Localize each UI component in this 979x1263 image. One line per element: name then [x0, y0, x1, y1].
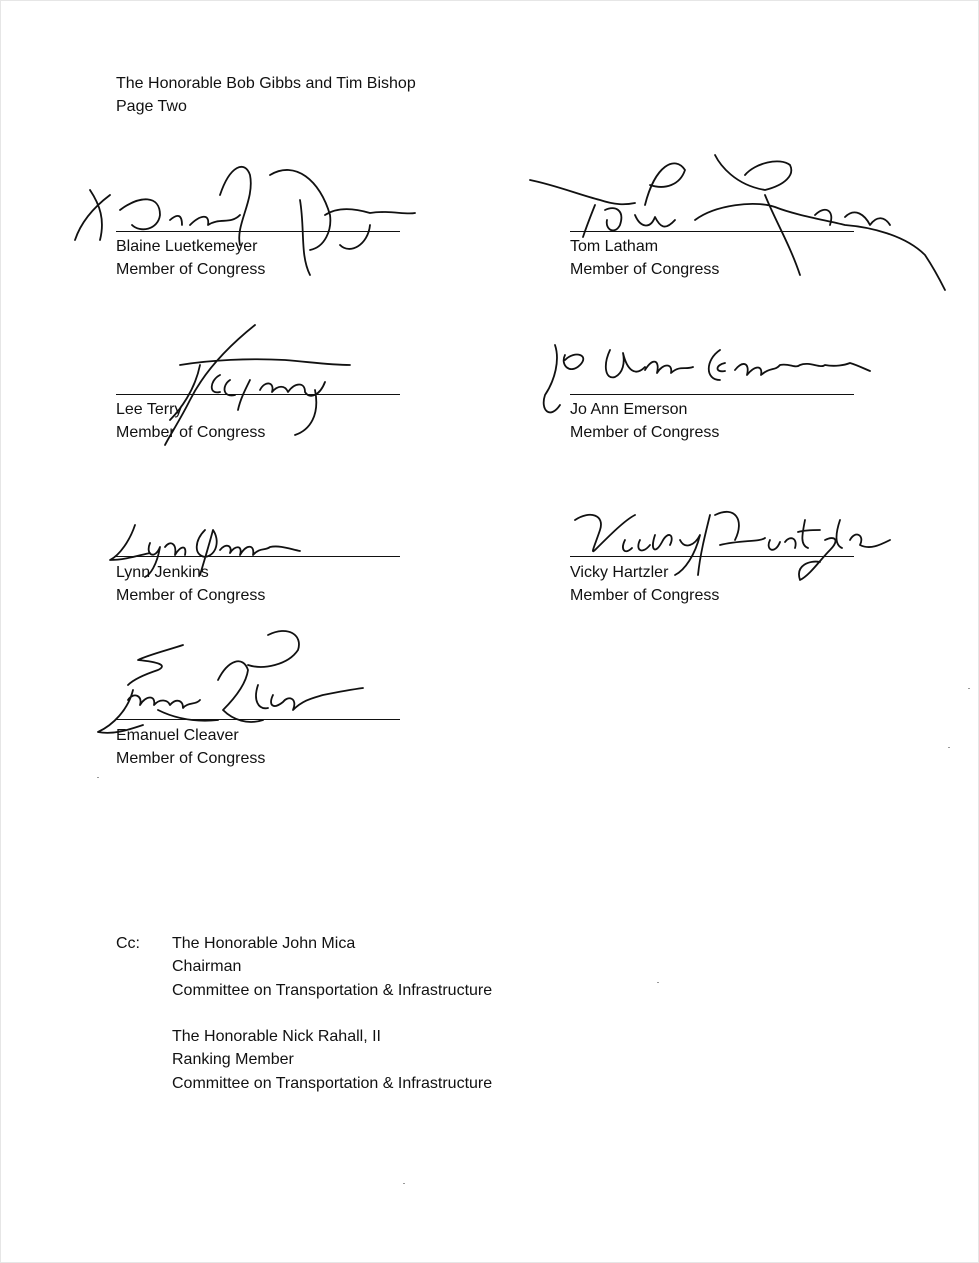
cc-recipient-role: Chairman [172, 958, 242, 976]
signatory-name: Emanuel Cleaver [116, 727, 239, 744]
signature-line [116, 231, 400, 232]
signature-line [570, 556, 854, 557]
signatory-title: Member of Congress [570, 587, 720, 604]
scan-speck [403, 1183, 405, 1184]
cc-recipient-name: The Honorable John Mica [172, 935, 356, 952]
cc-label: Cc: [116, 935, 140, 952]
scan-speck [657, 982, 659, 983]
scan-speck [968, 688, 970, 689]
signatory-name: Blaine Luetkemeyer [116, 238, 258, 255]
signature-line [570, 394, 854, 395]
cc-recipient-committee: Committee on Transportation & Infrastructure [172, 1074, 493, 1092]
signature-line [116, 556, 400, 557]
signatory-name: Lee Terry [116, 401, 183, 418]
signatory-name: Jo Ann Emerson [570, 401, 688, 418]
signatory-name: Tom Latham [570, 238, 659, 255]
signature-line [116, 719, 400, 720]
signatory-name: Lynn Jenkins [116, 564, 209, 581]
scan-speck [948, 747, 950, 748]
cc-recipient-role: Ranking Member [172, 1051, 294, 1069]
addressee-line: The Honorable Bob Gibbs and Tim Bishop [116, 75, 416, 92]
page-label: Page Two [116, 98, 187, 115]
signature-line [570, 231, 854, 232]
cc-recipient [172, 932, 492, 1002]
signatory-title: Member of Congress [116, 587, 266, 604]
signatory-title: Member of Congress [116, 261, 266, 278]
signatory-title: Member of Congress [570, 261, 720, 278]
signatory-title: Member of Congress [570, 424, 720, 441]
signatory-title: Member of Congress [116, 750, 266, 767]
cc-recipient-name: The Honorable Nick Rahall, II [172, 1028, 381, 1045]
cc-recipient-committee: Committee on Transportation & Infrastructure [172, 981, 493, 999]
signatory-name: Vicky Hartzler [570, 564, 669, 581]
scan-speck [97, 777, 99, 778]
cc-recipient [172, 1025, 492, 1095]
signatory-title: Member of Congress [116, 424, 266, 441]
signature-line [116, 394, 400, 395]
